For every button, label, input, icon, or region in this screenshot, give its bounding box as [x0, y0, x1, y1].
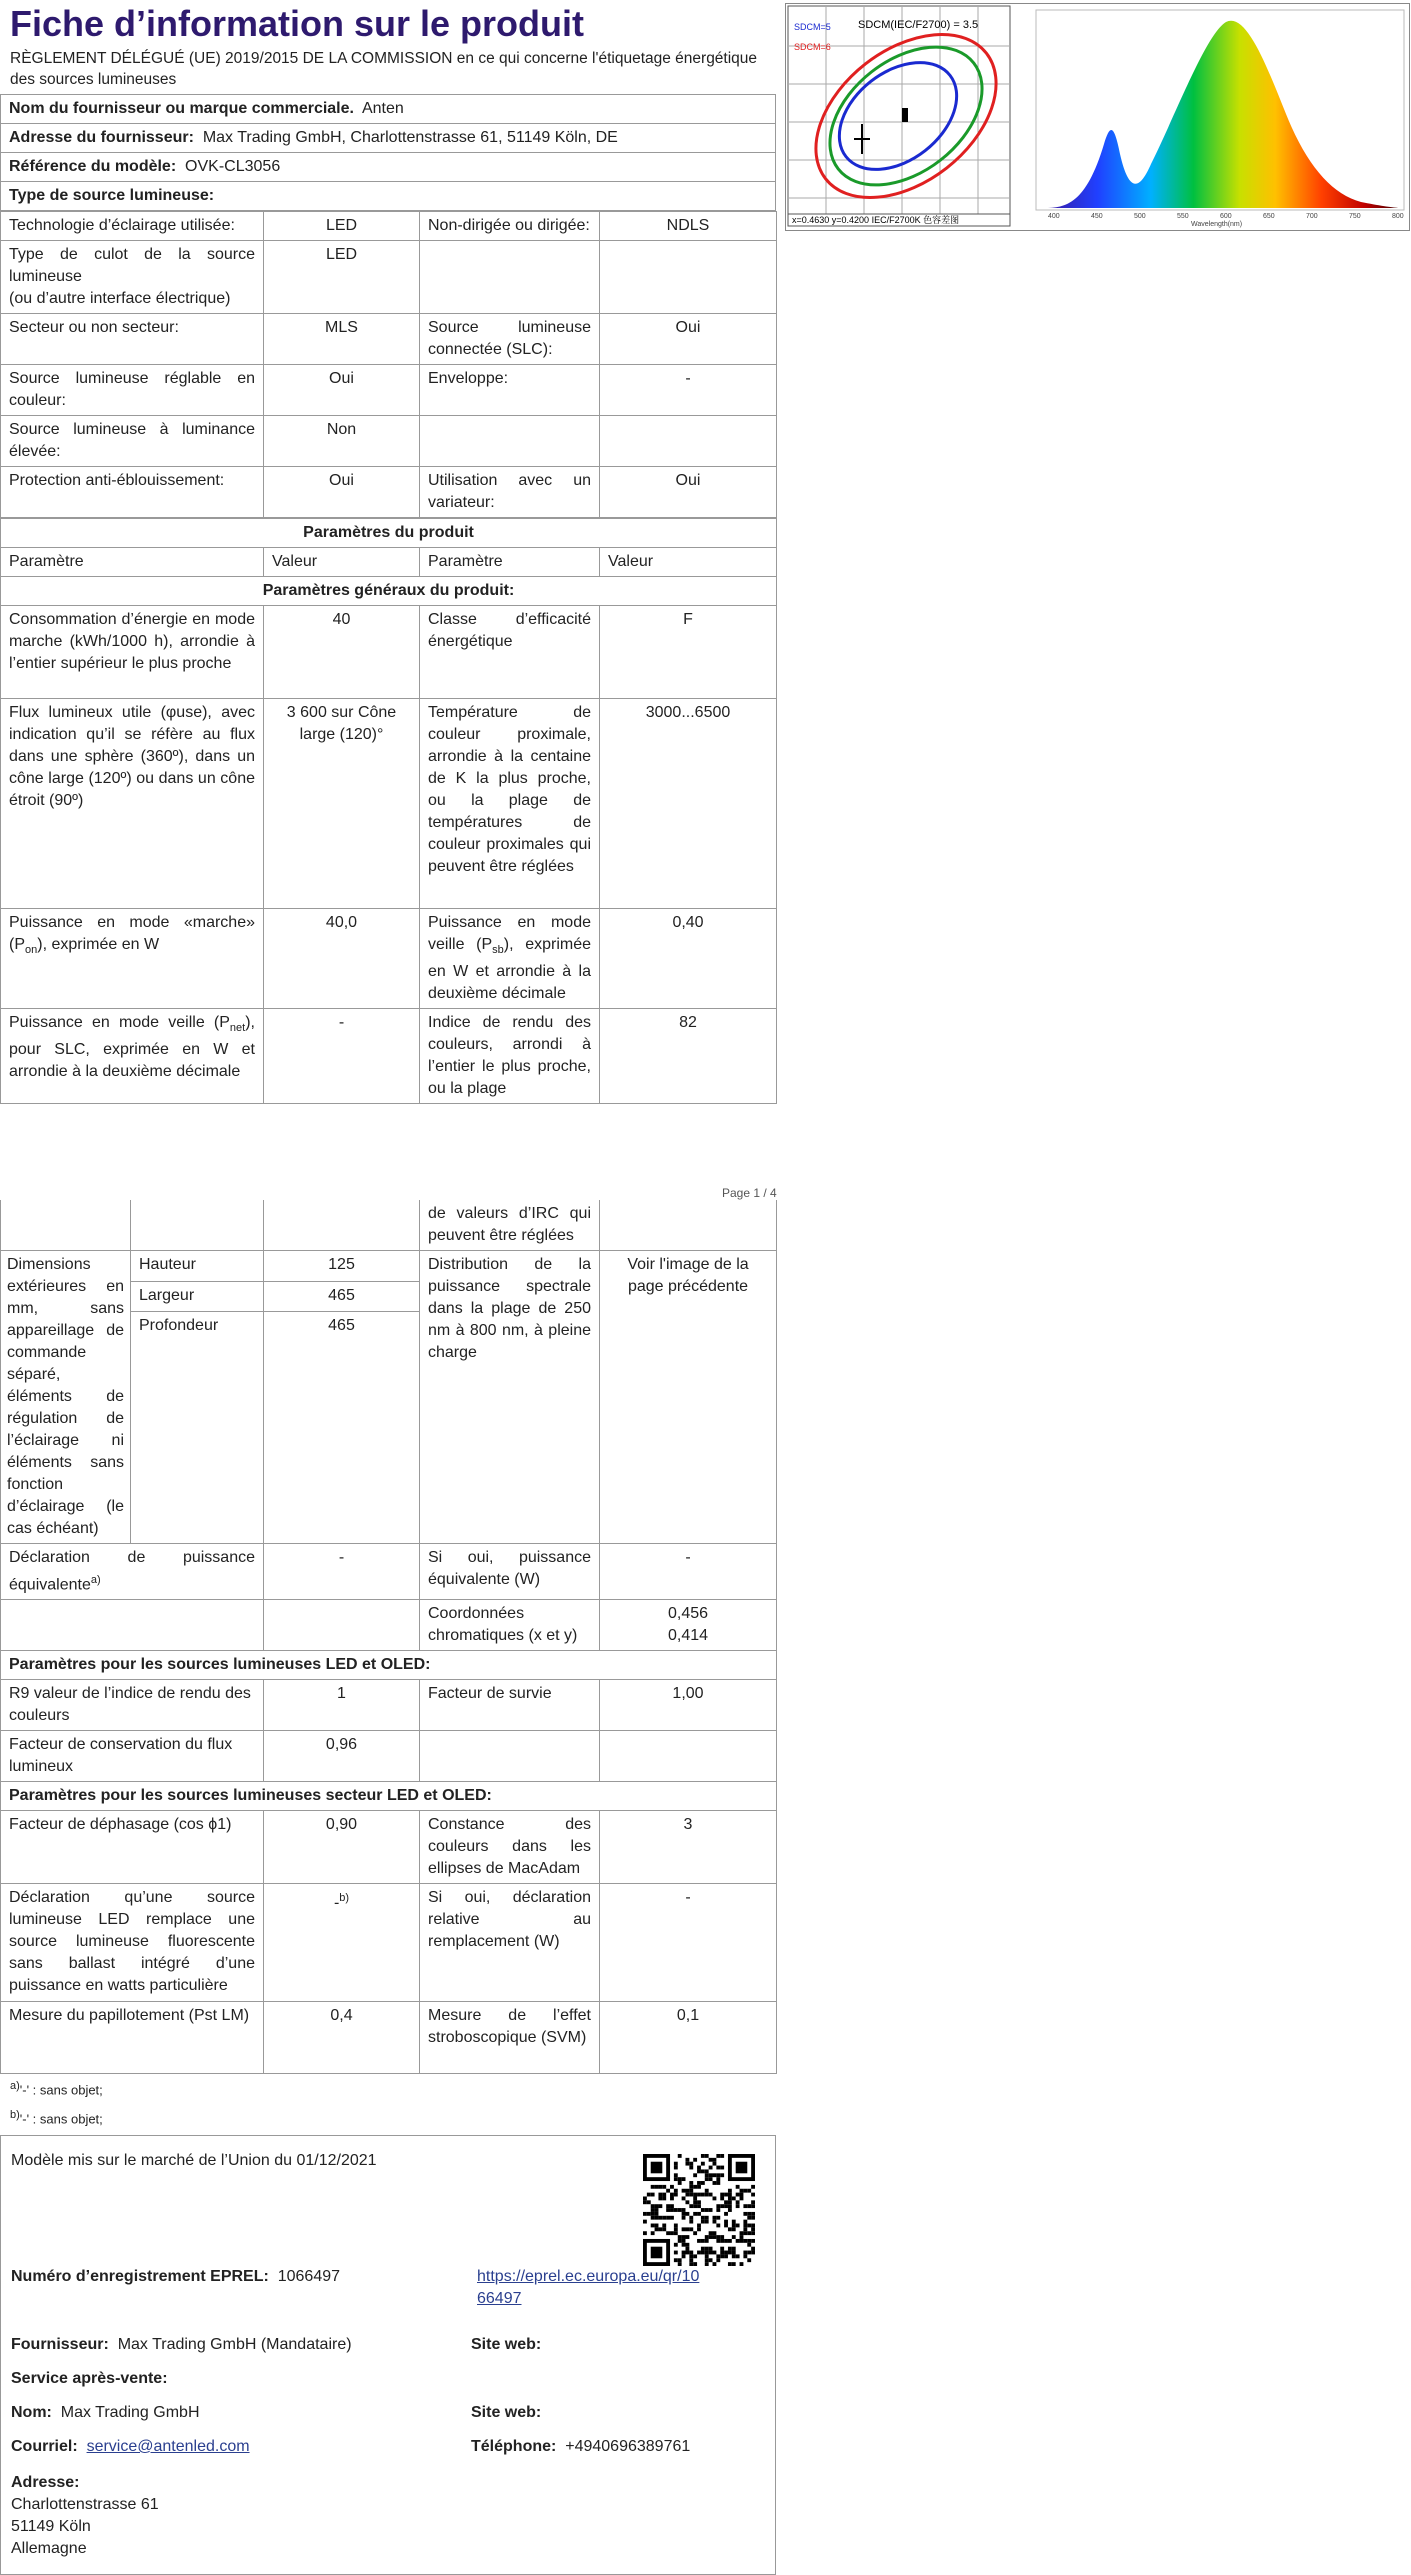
- type-row: [1, 314, 777, 365]
- type-label-2: Source lumineuse connectée (SLC):: [420, 314, 600, 365]
- sheet-page-1: [0, 0, 778, 1104]
- supplier-name-label: Nom du fournisseur ou marque commerciale.: [9, 100, 354, 117]
- type-label: Protection anti-éblouissement:: [1, 467, 264, 518]
- email-link[interactable]: service@antenled.com: [86, 2437, 250, 2455]
- page-number: Page 1 / 4: [722, 1186, 777, 1200]
- equiv-watt-value: -: [600, 1544, 777, 1600]
- equiv-label: Déclaration de puissance équivalente$^{a)}$: [1, 1544, 264, 1600]
- type-value-2: NDLS: [600, 212, 777, 241]
- cie-title: SDCM(IEC/F2700) = 3.5: [858, 19, 979, 31]
- spectrum-tick-label: 700: [1306, 213, 1318, 220]
- supplier-name-value: Anten: [361, 100, 404, 117]
- flicker-value: 0,4: [264, 2002, 420, 2074]
- macadam-value: 3: [600, 1811, 777, 1884]
- general-params-heading: Paramètres généraux du produit:: [1, 577, 777, 606]
- name-row: Nom: Max Trading GmbH: [11, 2403, 200, 2421]
- supplier-row: Fournisseur: Max Trading GmbH (Mandataire): [11, 2335, 352, 2353]
- model-ref-value: OVK-CL3056: [185, 158, 281, 175]
- width-label: Largeur: [131, 1281, 264, 1312]
- type-label: Secteur ou non secteur:: [1, 314, 264, 365]
- regulation-text: RÈGLEMENT DÉLÉGUÉ (UE) 2019/2015 DE LA COMMISSION en ce qui concerne l'étiquetage énergétique des sources lumineuses: [10, 50, 758, 88]
- cri-label-continued: de valeurs d’IRC qui peuvent être réglées: [420, 1200, 600, 1251]
- page-title: Fiche d’information sur le produit: [10, 3, 585, 44]
- website2-label: Site web:: [471, 2403, 542, 2421]
- col-header-param-2: Paramètre: [420, 548, 600, 577]
- type-value: Non: [264, 416, 420, 467]
- header-table: [0, 94, 776, 211]
- type-row: [1, 241, 777, 314]
- type-row: [1, 416, 777, 467]
- model-ref-label: Référence du modèle:: [9, 158, 177, 175]
- svm-value: 0,1: [600, 2002, 777, 2074]
- phone-row: Téléphone: +4940696389761: [471, 2437, 691, 2455]
- target-marker: [902, 108, 908, 122]
- eprel-row: Numéro d’enregistrement EPREL: 1066497: [11, 2267, 341, 2285]
- depth-value: 465: [264, 1312, 420, 1544]
- type-row: [1, 467, 777, 518]
- cct-label: Température de couleur proximale, arrondie à la centaine de K la plus proche, ou la plage de températures de couleur proximales qui peuvent être réglées: [420, 699, 600, 909]
- macadam-label: Constance des couleurs dans les ellipses de MacAdam: [420, 1811, 600, 1884]
- info-box: [0, 2135, 776, 2575]
- flux-label: Flux lumineux utile (φuse), avec indication qu’il se réfère au flux dans une sphère (360º), dans un cône large (120º) ou dans un cône étroit (90º): [1, 699, 264, 909]
- footnote-b: $^{b)}$'-' : sans objet;: [10, 2108, 103, 2126]
- flux-value: 3 600 sur Cône large (120)°: [264, 699, 420, 909]
- type-value: MLS: [264, 314, 420, 365]
- height-label: Hauteur: [131, 1251, 264, 1282]
- spectral-label: Distribution de la puissance spectrale dans la plage de 250 nm à 800 nm, à pleine charge: [420, 1251, 600, 1544]
- qr-code-icon[interactable]: [643, 2154, 755, 2266]
- type-value-2: [600, 416, 777, 467]
- dimensions-table: [0, 1200, 777, 2074]
- supplier-address-label: Adresse du fournisseur:: [9, 129, 194, 146]
- spectrum-tick-label: 450: [1091, 213, 1103, 220]
- type-value: LED: [264, 212, 420, 241]
- led-heading: Paramètres pour les sources lumineuses LED et OLED:: [1, 1651, 777, 1680]
- dimensions-label: Dimensions extérieures en mm, sans appareillage de commande séparé, éléments de régulation de l’éclairage ni éléments sans fonction d’éclairage (le cas échéant): [1, 1251, 131, 1544]
- col-header-param: Paramètre: [1, 548, 264, 577]
- spectrum-tick-label: 800: [1392, 213, 1404, 220]
- spectral-value: Voir l'image de la page précédente: [600, 1251, 777, 1544]
- mains-heading: Paramètres pour les sources lumineuses secteur LED et OLED:: [1, 1782, 777, 1811]
- type-label-2: Enveloppe:: [420, 365, 600, 416]
- spectrum-xlabel: Wavelength(nm): [1191, 221, 1243, 228]
- type-label-2: [420, 241, 600, 314]
- sheet-page-2: [0, 1200, 778, 2575]
- equiv-value: -: [264, 1544, 420, 1600]
- market-date: Modèle mis sur le marché de l’Union du 01/12/2021: [11, 2151, 377, 2169]
- cie-readout: x=0.4630 y=0.4200 IEC/F2700K 色容差图: [792, 215, 960, 225]
- chroma-value: 0,456 0,414: [600, 1600, 777, 1651]
- spectrum-tick-label: 550: [1177, 213, 1189, 220]
- type-label: Type de culot de la source lumineuse (ou d’autre interface électrique): [1, 241, 264, 314]
- params-table: [0, 518, 777, 1104]
- eprel-link[interactable]: https://eprel.ec.europa.eu/qr/10 66497: [477, 2267, 700, 2307]
- survival-label: Facteur de survie: [420, 1680, 600, 1731]
- type-value-2: [600, 241, 777, 314]
- r9-label: R9 valeur de l’indice de rendu des couleurs: [1, 1680, 264, 1731]
- p-on-value: 40,0: [264, 909, 420, 1009]
- spectrum-tick-label: 600: [1220, 213, 1232, 220]
- p-net-label: Puissance en mode veille $(P_{net})$, pour SLC, exprimée en W et arrondie à la deuxième décimale: [1, 1009, 264, 1104]
- supplier-address-value: Max Trading GmbH, Charlottenstrasse 61, 51149 Köln, DE: [202, 129, 618, 146]
- source-type-heading: Type de source lumineuse:: [1, 182, 776, 211]
- website-label: Site web:: [471, 2335, 542, 2353]
- cie-legend-1: SDCM=5: [794, 22, 831, 32]
- equiv-watt-label: Si oui, puissance équivalente (W): [420, 1544, 600, 1600]
- replace-value: -$^{b)}$: [264, 1884, 420, 2002]
- type-label: Source lumineuse à luminance élevée:: [1, 416, 264, 467]
- type-label-2: Utilisation avec un variateur:: [420, 467, 600, 518]
- cct-value: 3000...6500: [600, 699, 777, 909]
- cri-label: Indice de rendu des couleurs, arrondi à l’entier le plus proche, ou la plage: [420, 1009, 600, 1104]
- p-on-label: Puissance en mode «marche» $(P_{on})$, exprimée en W: [1, 909, 264, 1009]
- type-label-2: [420, 416, 600, 467]
- spectrum-tick-label: 650: [1263, 213, 1275, 220]
- col-header-value: Valeur: [264, 548, 420, 577]
- address-block: Adresse: Charlottenstrasse 61 51149 Köln Allemagne: [11, 2473, 159, 2557]
- type-value: LED: [264, 241, 420, 314]
- aftersales-label: Service après-vente:: [11, 2369, 168, 2387]
- cos-label: Facteur de déphasage (cos ϕ1): [1, 1811, 264, 1884]
- spectrum-tick-label: 750: [1349, 213, 1361, 220]
- cri-value: 82: [600, 1009, 777, 1104]
- type-value-2: -: [600, 365, 777, 416]
- lumen-maint-value: 0,96: [264, 1731, 420, 1782]
- efficiency-value: F: [600, 606, 777, 699]
- r9-value: 1: [264, 1680, 420, 1731]
- col-header-value-2: Valeur: [600, 548, 777, 577]
- replace-watt-value: -: [600, 1884, 777, 2002]
- height-value: 125: [264, 1251, 420, 1282]
- type-value: Oui: [264, 365, 420, 416]
- type-label: Technologie d’éclairage utilisée:: [1, 212, 264, 241]
- type-row: [1, 365, 777, 416]
- consumption-value: 40: [264, 606, 420, 699]
- lumen-maint-label: Facteur de conservation du flux lumineux: [1, 1731, 264, 1782]
- eprel-number: 1066497: [277, 2267, 341, 2285]
- p-sb-value: 0,40: [600, 909, 777, 1009]
- type-value-2: Oui: [600, 314, 777, 365]
- figure-svg: [786, 4, 1409, 230]
- cos-value: 0,90: [264, 1811, 420, 1884]
- type-table: [0, 211, 777, 518]
- survival-value: 1,00: [600, 1680, 777, 1731]
- width-value: 465: [264, 1281, 420, 1312]
- type-value: Oui: [264, 467, 420, 518]
- product-params-heading: Paramètres du produit: [1, 519, 777, 548]
- replace-label: Déclaration qu’une source lumineuse LED remplace une source lumineuse fluorescente sans ballast intégré d’une puissance en watts particulière: [1, 1884, 264, 2002]
- chroma-label: Coordonnées chromatiques (x et y): [420, 1600, 600, 1651]
- product-figure: [785, 3, 1410, 231]
- type-label-2: Non-dirigée ou dirigée:: [420, 212, 600, 241]
- p-net-value: -: [264, 1009, 420, 1104]
- spectrum-tick-label: 500: [1134, 213, 1146, 220]
- svm-label: Mesure de l’effet stroboscopique (SVM): [420, 2002, 600, 2074]
- type-row: [1, 212, 777, 241]
- spectrum-ticks: [1048, 213, 1404, 220]
- cie-legend-2: SDCM=6: [794, 42, 831, 52]
- type-label: Source lumineuse réglable en couleur:: [1, 365, 264, 416]
- footnote-a: $^{a)}$'-' : sans objet;: [10, 2080, 103, 2098]
- consumption-label: Consommation d’énergie en mode marche (kWh/1000 h), arrondie à l’entier supérieur le plus proche: [1, 606, 264, 699]
- replace-watt-label: Si oui, déclaration relative au remplacement (W): [420, 1884, 600, 2002]
- depth-label: Profondeur: [131, 1312, 264, 1544]
- efficiency-label: Classe d’efficacité énergétique: [420, 606, 600, 699]
- flicker-label: Mesure du papillotement (Pst LM): [1, 2002, 264, 2074]
- p-sb-label: Puissance en mode veille $(P_{sb})$, exprimée en W et arrondie à la deuxième décimale: [420, 909, 600, 1009]
- type-value-2: Oui: [600, 467, 777, 518]
- spectrum-tick-label: 400: [1048, 213, 1060, 220]
- email-row: Courriel: service@antenled.com: [11, 2437, 250, 2455]
